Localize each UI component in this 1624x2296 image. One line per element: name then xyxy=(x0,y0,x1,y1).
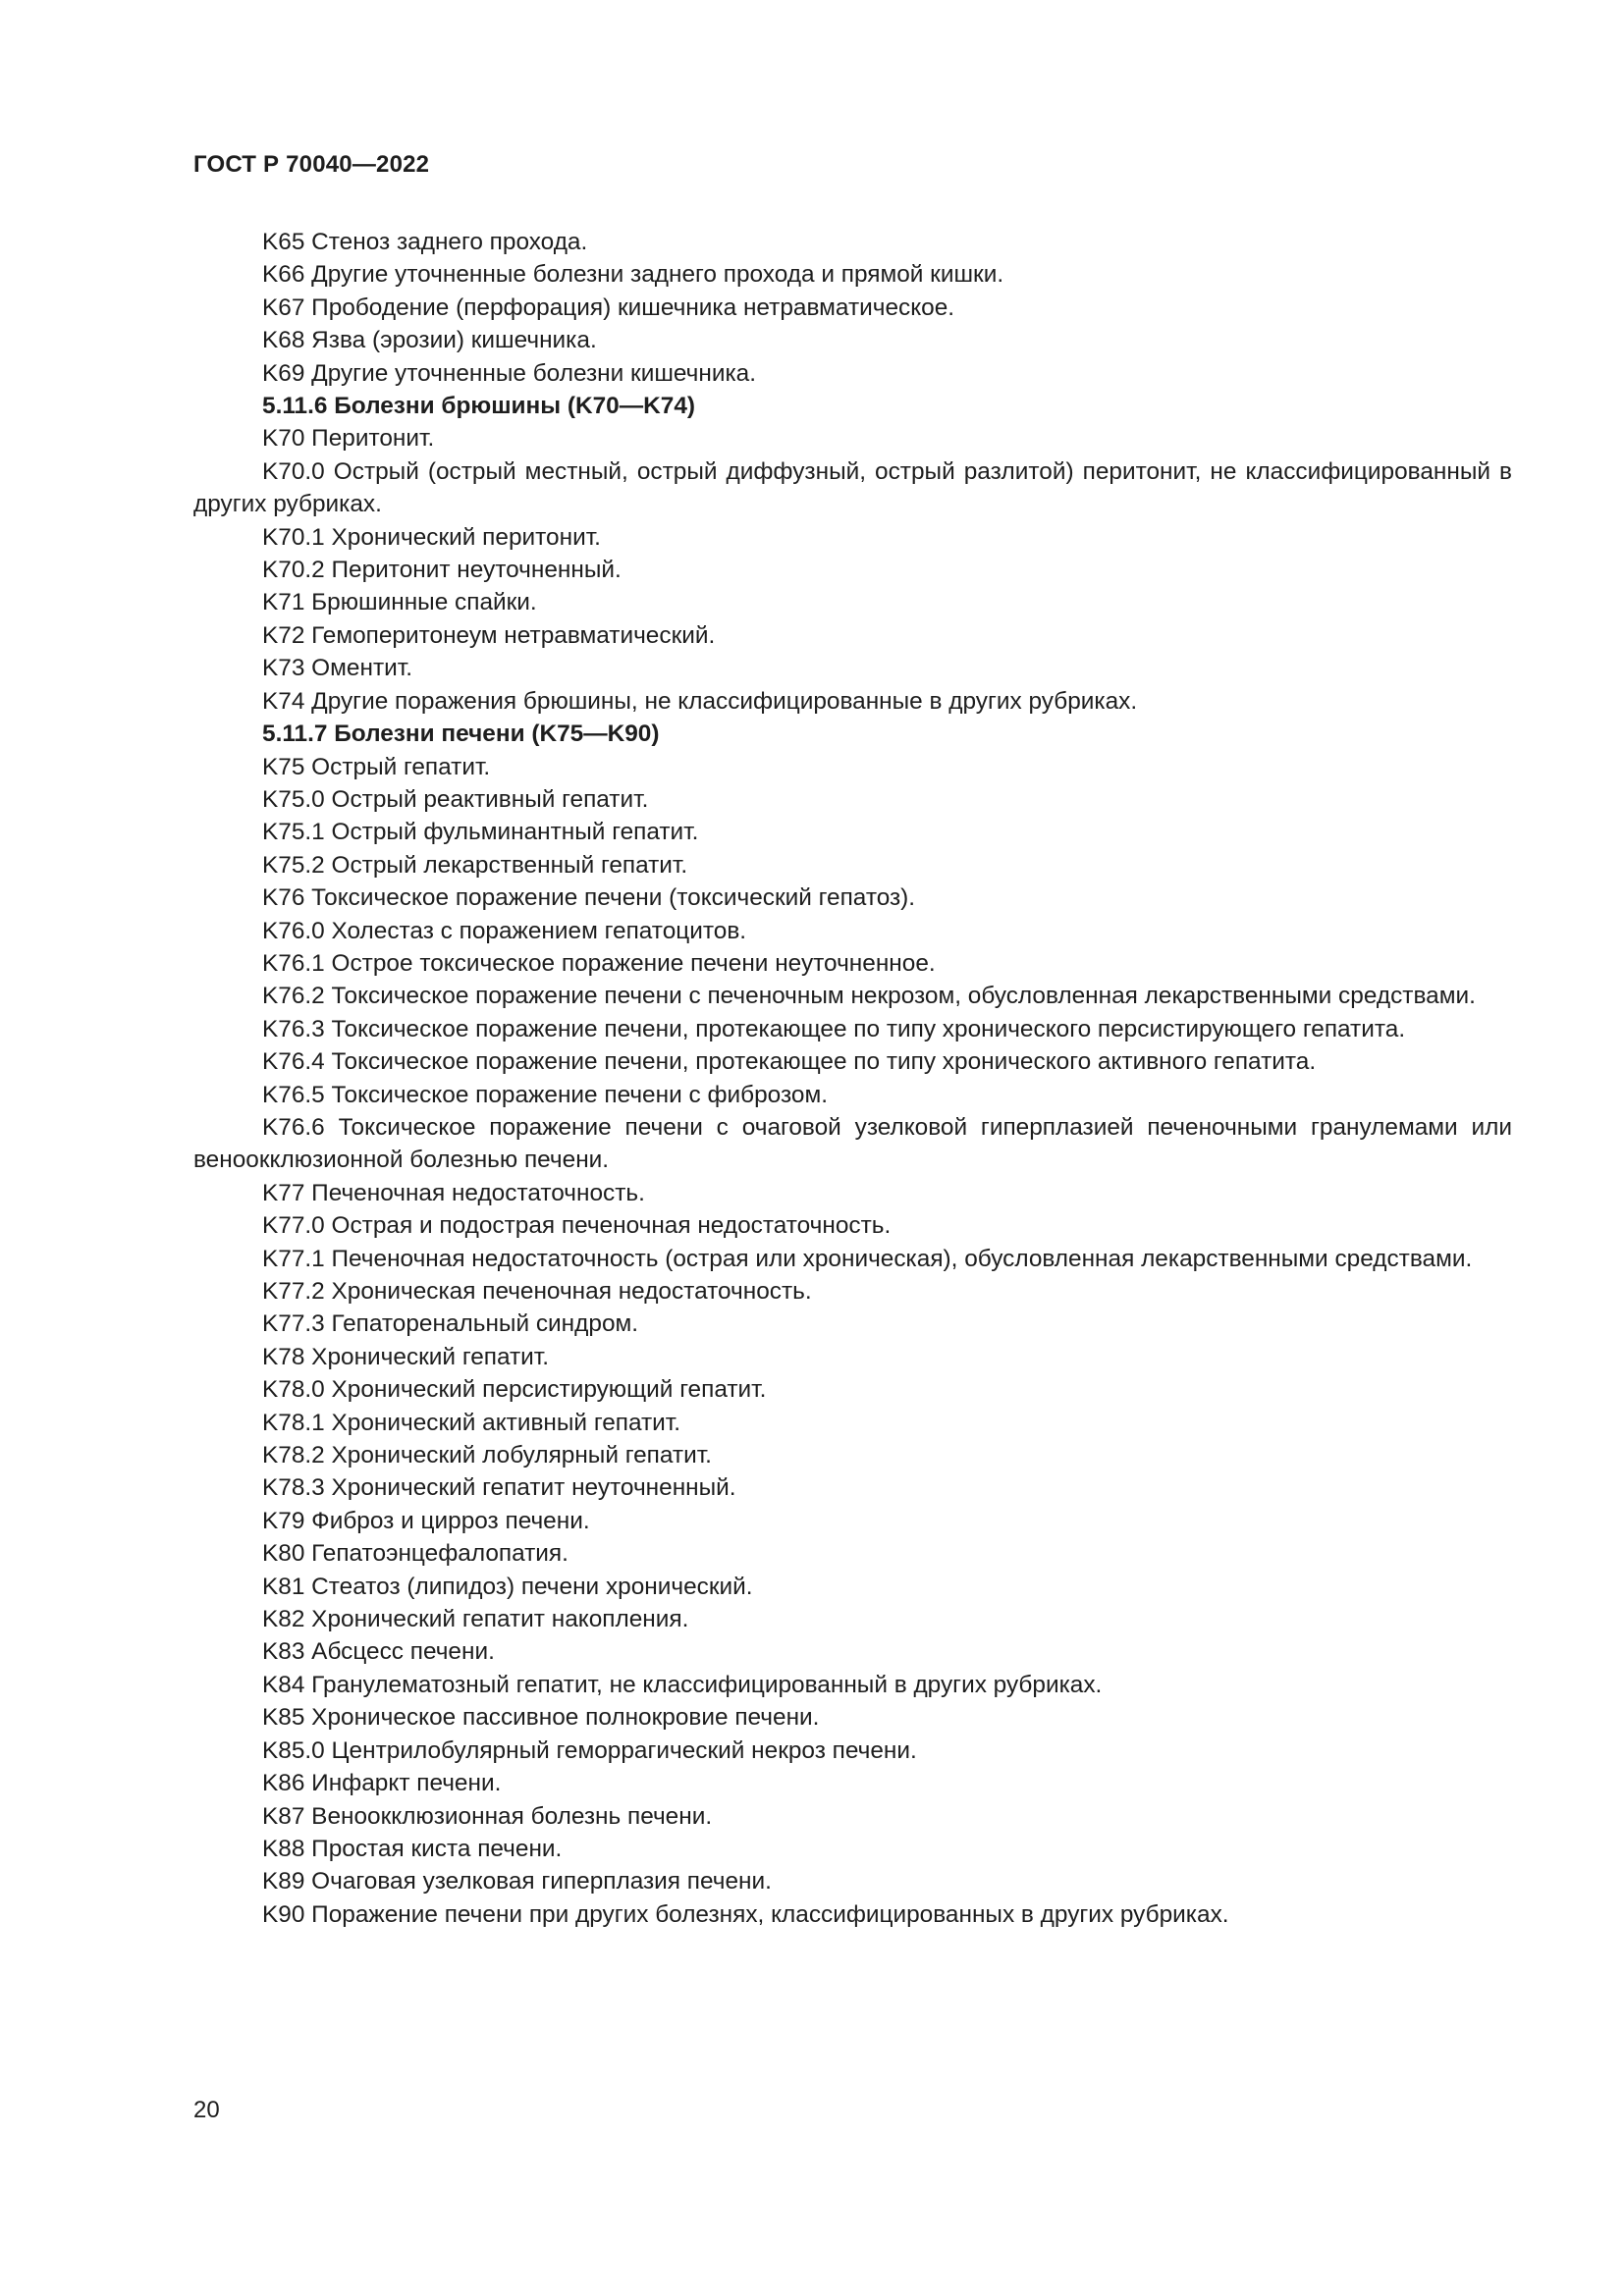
classification-entry: K87 Веноокклюзионная болезнь печени. xyxy=(262,1802,713,1830)
classification-entry: K67 Прободение (перфорация) кишечника нетравматическое. xyxy=(262,294,955,321)
classification-entry: K66 Другие уточненные болезни заднего прохода и прямой кишки. xyxy=(262,261,1004,289)
classification-entry: K80 Гепатоэнцефалопатия. xyxy=(262,1540,568,1568)
classification-entry: K76.0 Холестаз с поражением гепатоцитов. xyxy=(262,917,747,944)
document-header: ГОСТ Р 70040—2022 xyxy=(193,151,430,178)
classification-entry: K77 Печеночная недостаточность. xyxy=(262,1179,645,1206)
classification-entry: K77.2 Хроническая печеночная недостаточность. xyxy=(262,1278,812,1305)
classification-entry: K65 Стеноз заднего прохода. xyxy=(262,229,588,255)
classification-entry: K78 Хронический гепатит. xyxy=(262,1343,550,1370)
classification-entry: K75 Острый гепатит. xyxy=(262,753,491,780)
classification-entry: K78.2 Хронический лобулярный гепатит. xyxy=(262,1442,712,1469)
classification-entry: K75.0 Острый реактивный гепатит. xyxy=(262,785,649,813)
classification-entry: K76.5 Токсическое поражение печени с фиброзом. xyxy=(262,1081,828,1108)
classification-entry: K68 Язва (эрозии) кишечника. xyxy=(262,327,597,354)
classification-entry: K78.0 Хронический персистирующий гепатит. xyxy=(262,1376,767,1404)
classification-entry: K77.0 Острая и подострая печеночная недостаточность. xyxy=(262,1212,892,1240)
classification-entry: K70 Перитонит. xyxy=(262,425,435,453)
classification-entry: K73 Оментит. xyxy=(262,655,412,682)
classification-entry: K81 Стеатоз (липидоз) печени хронический. xyxy=(262,1573,753,1600)
classification-entry: K70.2 Перитонит неуточненный. xyxy=(262,557,622,584)
classification-entry: K85 Хроническое пассивное полнокровие печени. xyxy=(262,1704,820,1732)
classification-entry: K72 Гемоперитонеум нетравматический. xyxy=(262,621,716,649)
classification-entry: K74 Другие поражения брюшины, не классифицированные в других рубриках. xyxy=(262,687,1138,715)
classification-entry: K90 Поражение печени при других болезнях, классифицированных в других рубриках. xyxy=(262,1900,1229,1928)
classification-entry: K89 Очаговая узелковая гиперплазия печени. xyxy=(262,1868,772,1896)
classification-entry: K85.0 Центрилобулярный геморрагический некроз печени. xyxy=(262,1736,917,1764)
section-heading: 5.11.6 Болезни брюшины (K70—K74) xyxy=(262,393,696,420)
classification-entry: K88 Простая киста печени. xyxy=(262,1835,563,1862)
classification-entry: K69 Другие уточненные болезни кишечника. xyxy=(262,359,756,387)
page-number: 20 xyxy=(193,2097,220,2123)
classification-entry: K79 Фиброз и цирроз печени. xyxy=(262,1507,590,1534)
classification-entry: K76.6 Токсическое поражение печени с очаговой узелковой гиперплазией печеночными гранулемами или веноокклюзионной болезнью печени. xyxy=(193,1113,1512,1174)
classification-entry: K78.1 Хронический активный гепатит. xyxy=(262,1409,681,1436)
document-body xyxy=(193,226,1512,1931)
classification-entry: K77.1 Печеночная недостаточность (острая или хроническая), обусловленная лекарственными средствами. xyxy=(262,1245,1473,1272)
classification-entry: K75.1 Острый фульминантный гепатит. xyxy=(262,819,699,846)
classification-entry: K78.3 Хронический гепатит неуточненный. xyxy=(262,1474,736,1502)
classification-entry: K77.3 Гепаторенальный синдром. xyxy=(262,1310,639,1338)
classification-entry: K75.2 Острый лекарственный гепатит. xyxy=(262,851,688,879)
classification-entry: K84 Гранулематозный гепатит, не классифицированный в других рубриках. xyxy=(262,1671,1103,1698)
classification-entry: K86 Инфаркт печени. xyxy=(262,1770,502,1797)
section-heading: 5.11.7 Болезни печени (K75—K90) xyxy=(262,721,660,748)
classification-entry: K71 Брюшинные спайки. xyxy=(262,589,537,616)
classification-entry: K76.4 Токсическое поражение печени, протекающее по типу хронического активного гепатита. xyxy=(262,1048,1317,1076)
classification-entry: K70.1 Хронический перитонит. xyxy=(262,523,601,551)
classification-entry: K83 Абсцесс печени. xyxy=(262,1638,495,1666)
classification-entry: K70.0 Острый (острый местный, острый диффузный, острый разлитой) перитонит, не классифицированный в других рубриках. xyxy=(193,457,1512,518)
classification-entry: K76 Токсическое поражение печени (токсический гепатоз). xyxy=(262,884,916,912)
classification-entry: K76.2 Токсическое поражение печени с печеночным некрозом, обусловленная лекарственными средствами. xyxy=(262,983,1476,1010)
classification-entry: K76.3 Токсическое поражение печени, протекающее по типу хронического персистирующего гепатита. xyxy=(262,1015,1406,1042)
classification-entry: K76.1 Острое токсическое поражение печени неуточненное. xyxy=(262,949,936,977)
classification-entry: K82 Хронический гепатит накопления. xyxy=(262,1606,689,1633)
